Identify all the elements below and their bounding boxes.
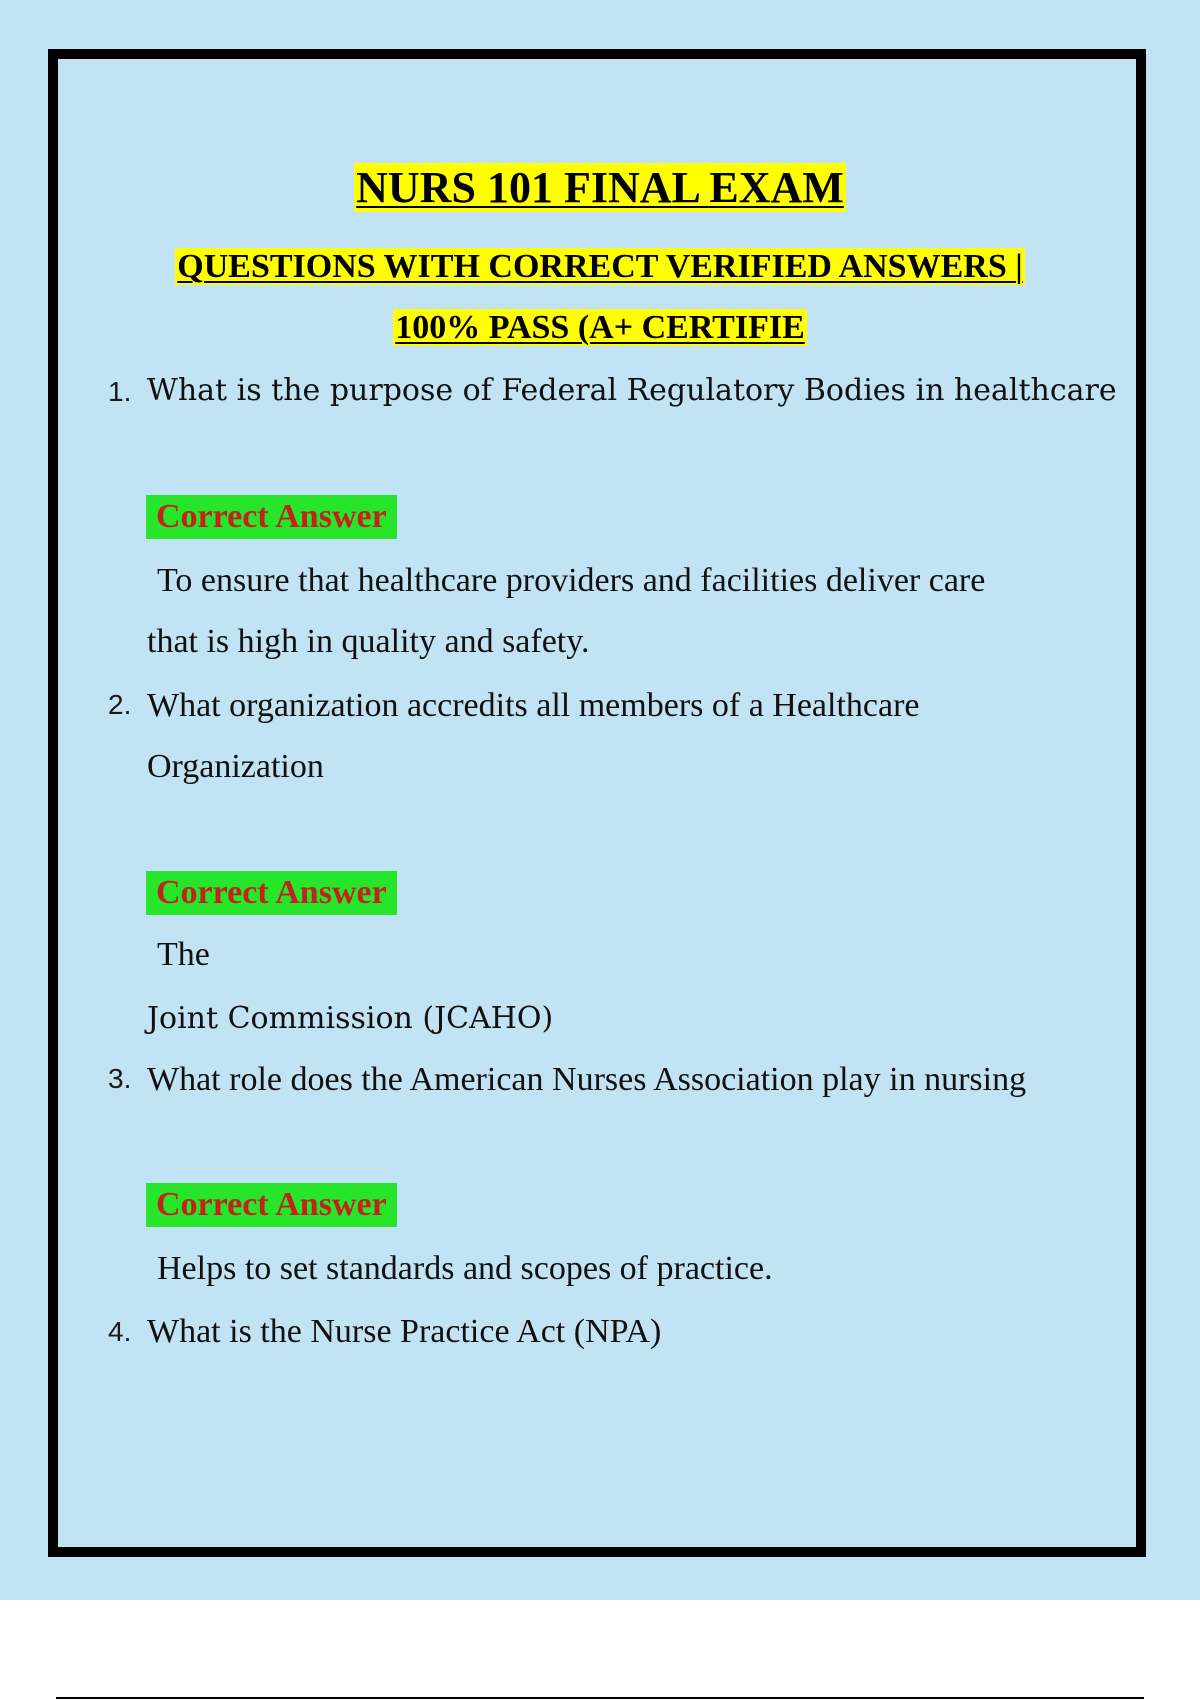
question-4-number: 4. — [108, 1316, 132, 1347]
question-2-text-line-1: What organization accredits all members of a Healthcare — [147, 687, 920, 724]
answer-1-line-1: To ensure that healthcare providers and facilities deliver care — [157, 562, 986, 599]
answer-1-line-2: that is high in quality and safety. — [147, 623, 590, 660]
question-1-number: 1. — [108, 376, 132, 407]
document-subtitle-text-1: QUESTIONS WITH CORRECT VERIFIED ANSWERS | — [177, 248, 1023, 285]
correct-answer-badge-1: Correct Answer — [146, 495, 397, 539]
footer-divider — [56, 1697, 1144, 1699]
document-subtitle-line-2 — [0, 307, 1200, 349]
document-subtitle-text-2: 100% PASS (A+ CERTIFIE — [395, 309, 805, 346]
answer-2-line-1: The — [157, 936, 210, 973]
question-2-number: 2. — [108, 689, 132, 720]
question-3-text: What role does the American Nurses Association play in nursing — [147, 1061, 1027, 1098]
question-2-text-line-2: Organization — [147, 748, 324, 785]
answer-2-line-2: Joint Commission (JCAHO) — [147, 1001, 554, 1036]
question-1-text: What is the purpose of Federal Regulatory Bodies in healthcare — [147, 373, 1117, 408]
document-title-text: NURS 101 FINAL EXAM — [356, 163, 844, 212]
answer-3-line-1: Helps to set standards and scopes of practice. — [157, 1250, 773, 1287]
document-subtitle-line-1 — [0, 246, 1200, 288]
question-3-number: 3. — [108, 1063, 132, 1094]
correct-answer-badge-3: Correct Answer — [146, 1183, 397, 1227]
correct-answer-badge-2: Correct Answer — [146, 871, 397, 915]
document-title — [0, 162, 1200, 214]
question-4-text: What is the Nurse Practice Act (NPA) — [147, 1313, 662, 1350]
